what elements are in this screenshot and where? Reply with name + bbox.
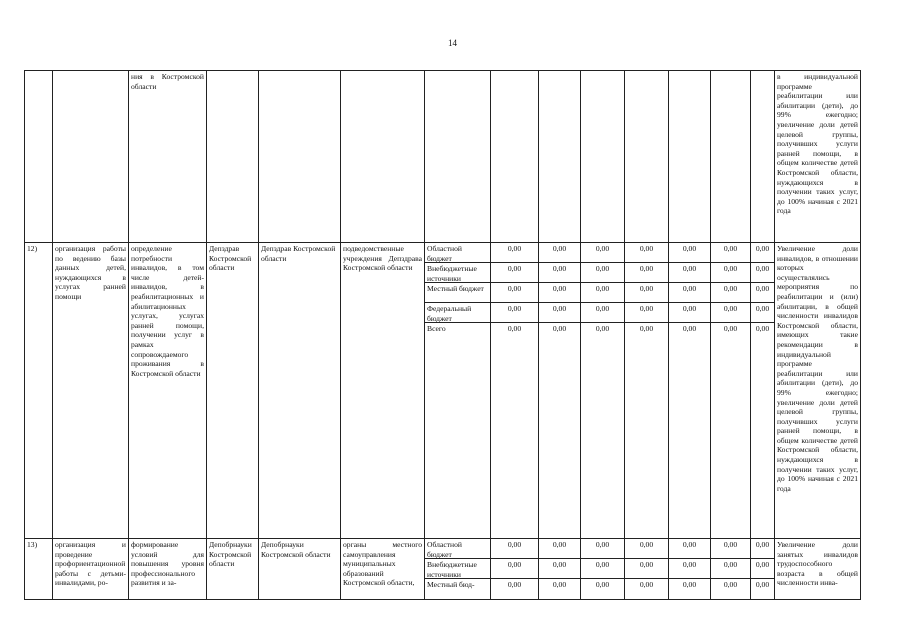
funding-amount: 0,00 bbox=[539, 539, 580, 559]
measure-task: определение потребности инвалидов, в том числе детей-инвалидов, в реабилитационных и абилитационных услугах, услугах ранней помощи, получении услуг в рамках сопровождаемого проживания в Костромской области bbox=[129, 243, 207, 539]
funding-sources bbox=[425, 243, 491, 539]
funding-amount: 0,00 bbox=[751, 559, 774, 579]
funding-amount: 0,00 bbox=[723, 580, 738, 589]
funding-amount: 0,00 bbox=[595, 580, 610, 589]
funding-source-label: Местный бюд- bbox=[427, 580, 475, 589]
funding-sources bbox=[425, 539, 491, 600]
funding-amount: 0,00 bbox=[755, 580, 770, 589]
funding-amount: 0,00 bbox=[682, 580, 697, 589]
funding-amount: 0,00 bbox=[507, 324, 522, 333]
funding-amount: 0,00 bbox=[751, 539, 774, 559]
funding-amount: 0,00 bbox=[625, 243, 668, 263]
funding-source-label: Федеральный бюджет bbox=[425, 303, 490, 323]
funding-source-label: Всего bbox=[427, 324, 446, 333]
funding-amount: 0,00 bbox=[491, 303, 538, 323]
funding-amount: 0,00 bbox=[491, 283, 538, 303]
funding-amount: 0,00 bbox=[751, 283, 774, 303]
funding-amount: 0,00 bbox=[625, 559, 668, 579]
funding-source-label: Внебюджетные источники bbox=[425, 263, 490, 283]
expected-result: Увеличение доли инвалидов, в отношении которых осуществлялись мероприятия по реабилитации и (или) абилитации, в общей численности инвалидов Костромской области, имеющих такие рекомендации в индивидуальной программе реабилитации или абилитации (дети), до 99% ежегодно; увеличение доли детей целевой группы, получивших услуги ранней помощи, в общем количестве детей Костромской области, нуждающихся в получении таких услуг, до 100% начиная с 2021 года bbox=[775, 243, 861, 539]
responsible-executor: Депобрнауки Костромской области bbox=[207, 539, 259, 600]
funding-amount: 0,00 bbox=[539, 283, 580, 303]
funding-amount: 0,00 bbox=[751, 243, 774, 263]
funding-amount: 0,00 bbox=[669, 263, 710, 283]
row-number: 13) bbox=[25, 539, 53, 600]
funding-amount: 0,00 bbox=[552, 580, 567, 589]
funding-amount: 0,00 bbox=[539, 559, 580, 579]
funding-amount: 0,00 bbox=[581, 559, 624, 579]
funding-amount: 0,00 bbox=[539, 243, 580, 263]
funding-amount: 0,00 bbox=[751, 303, 774, 323]
funding-amount: 0,00 bbox=[625, 263, 668, 283]
funding-amount: 0,00 bbox=[581, 539, 624, 559]
funding-amount: 0,00 bbox=[581, 303, 624, 323]
table-row-continuation bbox=[25, 71, 861, 243]
continuation-result-text: в индивидуальной программе реабилитации или абилитации (дети), до 99% ежегодно; увеличение доли детей целевой группы, получивших услуги ранней помощи, в общем количестве детей Костромской области, нуждающихся в получении таких услуг, до 100% начиная с 2021 года bbox=[775, 71, 861, 243]
funding-amount: 0,00 bbox=[491, 539, 538, 559]
funding-amount: 0,00 bbox=[539, 263, 580, 283]
coordinator: Депобрнауки Костромской области bbox=[259, 539, 341, 600]
funding-amount: 0,00 bbox=[581, 283, 624, 303]
responsible-executor: Депздрав Костромской области bbox=[207, 243, 259, 539]
continuation-task-text: ния в Костромской области bbox=[129, 71, 207, 243]
participants: подведомственные учреждения Депздрава Костромской области bbox=[341, 243, 425, 539]
coordinator: Депздрав Костромской области bbox=[259, 243, 341, 539]
funding-amount: 0,00 bbox=[539, 303, 580, 323]
funding-amount: 0,00 bbox=[625, 539, 668, 559]
table-row-13 bbox=[25, 539, 861, 600]
funding-amount: 0,00 bbox=[491, 559, 538, 579]
funding-amount: 0,00 bbox=[639, 324, 654, 333]
funding-amount: 0,00 bbox=[669, 559, 710, 579]
funding-amount: 0,00 bbox=[625, 303, 668, 323]
funding-amount: 0,00 bbox=[711, 263, 750, 283]
funding-amount: 0,00 bbox=[625, 283, 668, 303]
funding-amount: 0,00 bbox=[711, 283, 750, 303]
measure-name: организация и проведение профориентационной работы с детьми-инвалидами, ро- bbox=[53, 539, 129, 600]
measure-name: организация работы по ведению базы данных детей, нуждающихся в услугах ранней помощи bbox=[53, 243, 129, 539]
measure-task: формирование условий для повышения уровня профессионального развития и за- bbox=[129, 539, 207, 600]
program-measures-table bbox=[24, 70, 861, 600]
funding-amount: 0,00 bbox=[711, 303, 750, 323]
funding-amount: 0,00 bbox=[669, 303, 710, 323]
funding-amount: 0,00 bbox=[669, 283, 710, 303]
participants: органы местного самоуправления муниципальных образований Костромской области, bbox=[341, 539, 425, 600]
funding-amount: 0,00 bbox=[711, 243, 750, 263]
expected-result: Увеличение доли занятых инвалидов трудоспособного возраста в общей численности инва- bbox=[775, 539, 861, 600]
funding-amount: 0,00 bbox=[669, 243, 710, 263]
funding-amount: 0,00 bbox=[711, 539, 750, 559]
funding-amount: 0,00 bbox=[491, 263, 538, 283]
funding-amount: 0,00 bbox=[491, 243, 538, 263]
funding-amount: 0,00 bbox=[639, 580, 654, 589]
funding-amount: 0,00 bbox=[507, 580, 522, 589]
funding-amount: 0,00 bbox=[552, 324, 567, 333]
funding-amount: 0,00 bbox=[682, 324, 697, 333]
funding-amount: 0,00 bbox=[595, 324, 610, 333]
funding-source-label: Внебюджетные источники bbox=[425, 559, 490, 579]
row-number: 12) bbox=[25, 243, 53, 539]
funding-amount: 0,00 bbox=[711, 559, 750, 579]
funding-amount: 0,00 bbox=[755, 324, 770, 333]
funding-amount: 0,00 bbox=[751, 263, 774, 283]
page-number: 14 bbox=[448, 38, 457, 48]
funding-amount: 0,00 bbox=[581, 263, 624, 283]
funding-source-label: Областной бюджет bbox=[425, 539, 490, 559]
funding-amount: 0,00 bbox=[669, 539, 710, 559]
funding-source-label: Местный бюджет bbox=[425, 283, 490, 303]
funding-amount: 0,00 bbox=[723, 324, 738, 333]
table-row-12 bbox=[25, 243, 861, 539]
funding-source-label: Областной бюджет bbox=[425, 243, 490, 263]
funding-amount: 0,00 bbox=[581, 243, 624, 263]
